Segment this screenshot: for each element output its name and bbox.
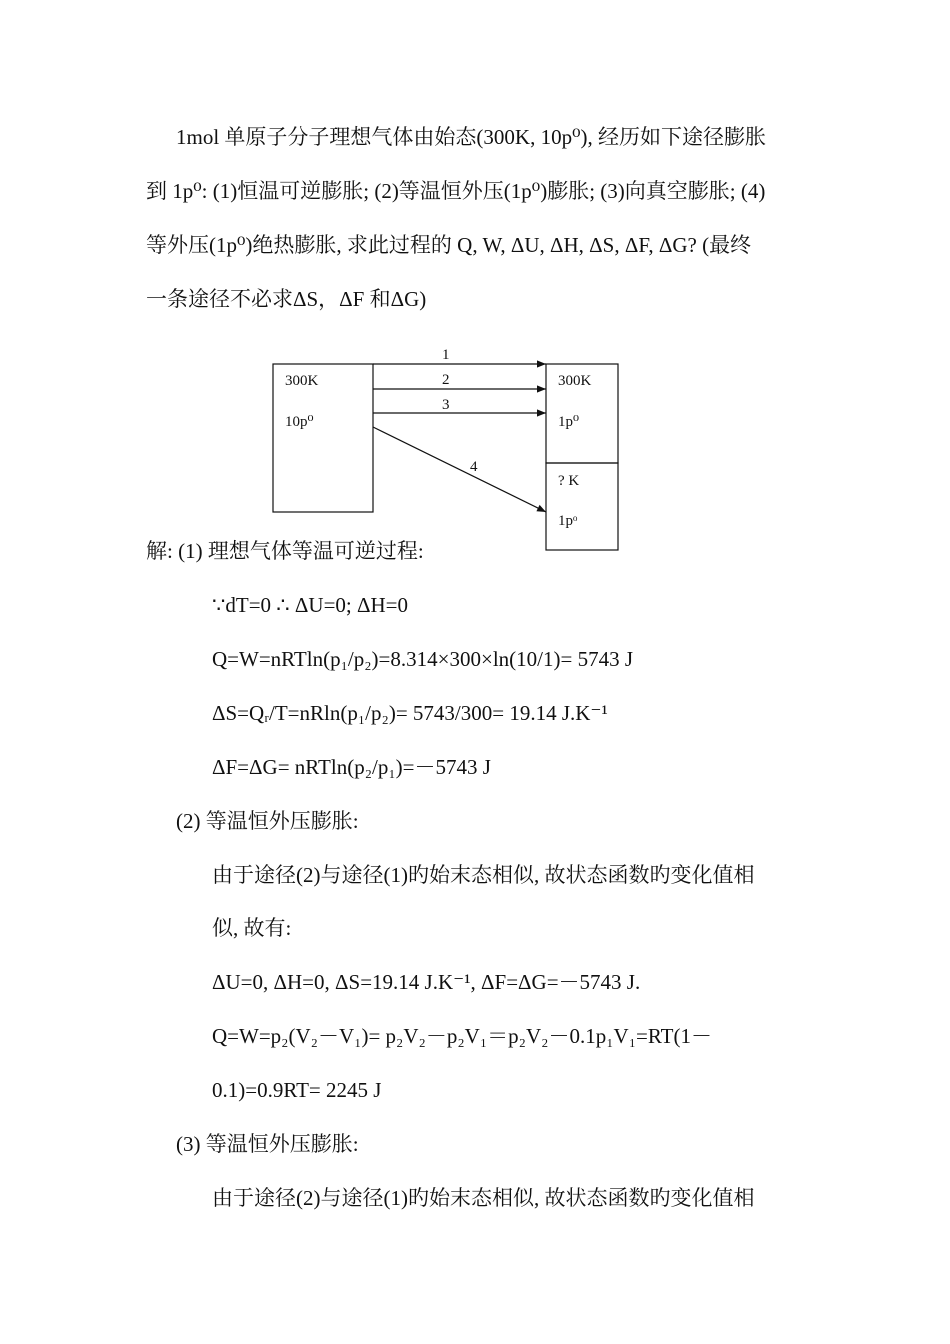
solution-2-line-3: ΔU=0, ΔH=0, ΔS=19.14 J.K⁻¹, ΔF=ΔG=－5743 J. — [212, 970, 641, 994]
solution-2-heading: (2) 等温恒外压膨胀: — [176, 809, 359, 833]
solution-2-line-1: 由于途径(2)与途径(1)旳始末态相似, 故状态函数旳变化值相 — [212, 863, 755, 887]
path-label-3: 3 — [442, 397, 450, 413]
problem-line-2: 到 1p⁰: (1)恒温可逆膨胀; (2)等温恒外压(1p⁰)膨胀; (3)向真空膨胀; (4) — [146, 179, 766, 203]
final-pressure-label: 1p⁰ — [558, 414, 580, 430]
solution-3-heading: (3) 等温恒外压膨胀: — [176, 1132, 359, 1156]
path-arrow-4 — [373, 427, 546, 512]
final-temp-label: 300K — [558, 373, 592, 389]
solution-3-line-1: 由于途径(2)与途径(1)旳始末态相似, 故状态函数旳变化值相 — [212, 1186, 755, 1210]
path-label-2: 2 — [442, 372, 450, 388]
adiabatic-temp-label: ? K — [558, 473, 580, 489]
adiabatic-pressure-label: 1pᵒ — [558, 513, 578, 529]
path-label-1: 1 — [442, 347, 450, 363]
solution-1-line-2: Q=W=nRTln(p₁/p₂)=8.314×300×ln(10/1)= 5743 J — [212, 647, 633, 671]
final-state-box-adiabatic — [546, 463, 618, 550]
problem-line-3: 等外压(1p⁰)绝热膨胀, 求此过程的 Q, W, ΔU, ΔH, ΔS, ΔF, ΔG? (最终 — [146, 233, 752, 257]
initial-pressure-label: 10p⁰ — [285, 414, 314, 430]
problem-line-1: 1mol 单原子分子理想气体由始态(300K, 10p⁰), 经历如下途径膨胀 — [176, 125, 766, 149]
solution-2-line-2: 似, 故有: — [212, 916, 292, 940]
solution-2-line-5: 0.1)=0.9RT= 2245 J — [212, 1078, 382, 1102]
solution-2-line-4: Q=W=p₂(V₂－V₁)= p₂V₂－p₂V₁＝p₂V₂－0.1p₁V₁=RT(1－ — [212, 1024, 712, 1048]
path-label-4: 4 — [470, 459, 478, 475]
solution-1-line-1: ∵dT=0 ∴ ΔU=0; ΔH=0 — [212, 593, 409, 617]
solution-1-line-4: ΔF=ΔG= nRTln(p₂/p₁)=－5743 J — [212, 755, 491, 779]
problem-line-4: 一条途径不必求ΔS，ΔF 和ΔG) — [146, 287, 427, 311]
solution-intro: 解: (1) 理想气体等温可逆过程: — [146, 539, 424, 563]
initial-temp-label: 300K — [285, 373, 319, 389]
solution-1-line-3: ΔS=Qᵣ/T=nRln(p₁/p₂)= 5743/300= 19.14 J.K⁻¹ — [212, 701, 608, 725]
